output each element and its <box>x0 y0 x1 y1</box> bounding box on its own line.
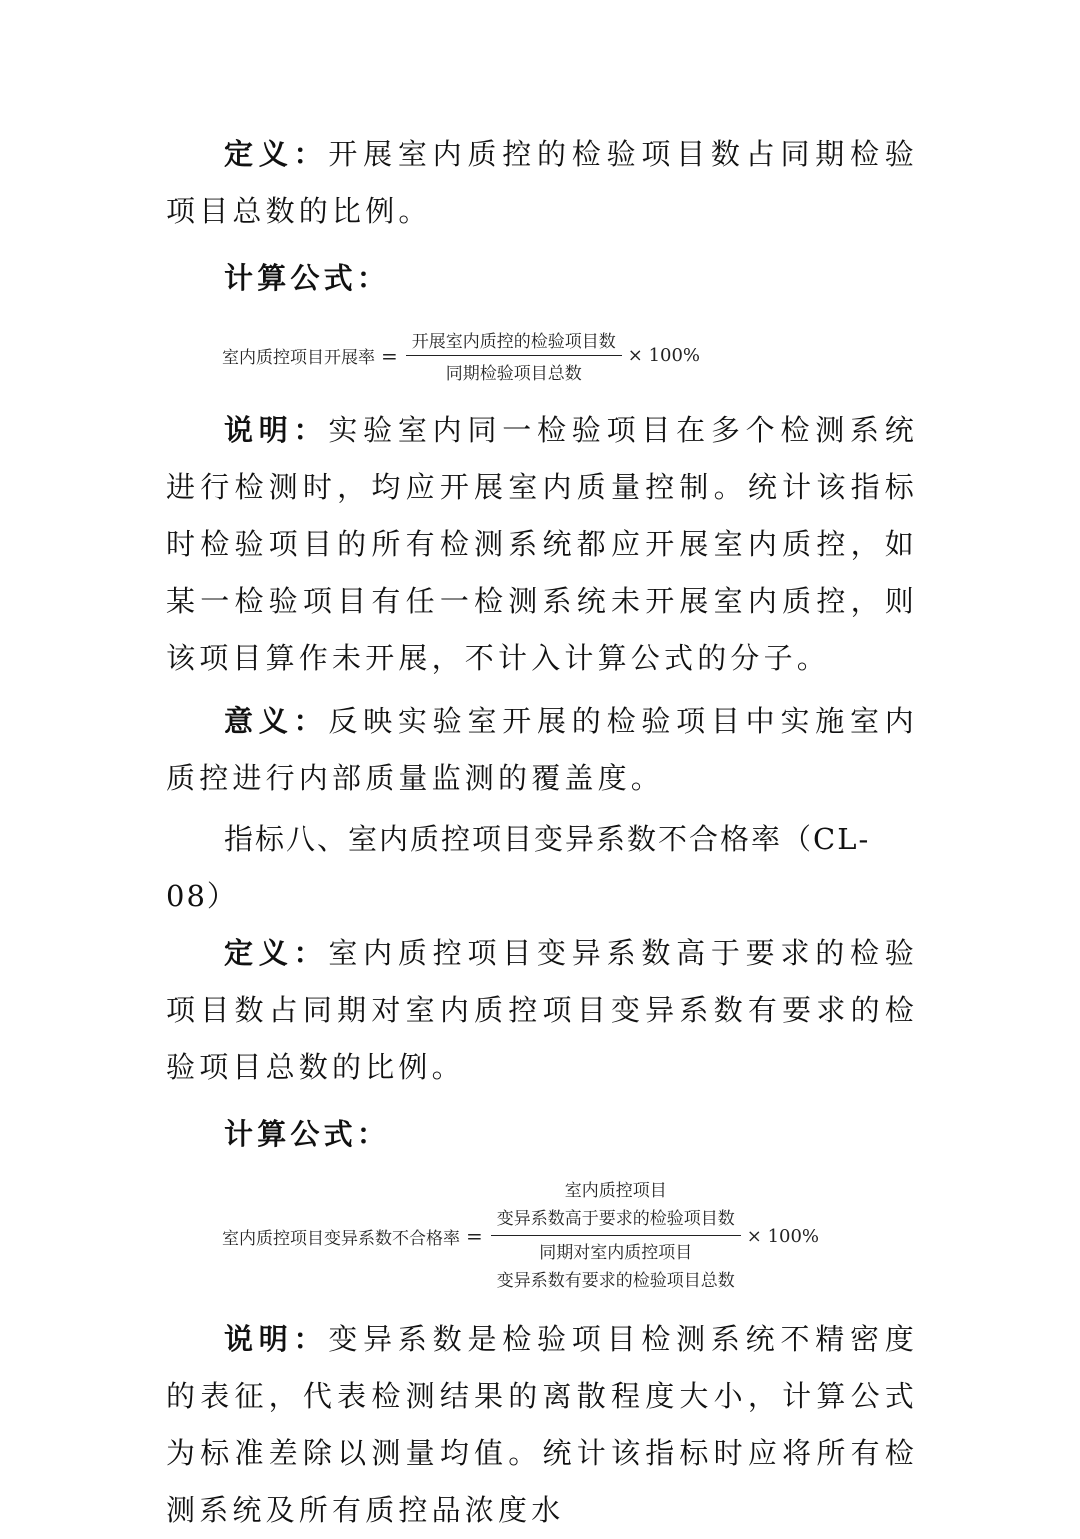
formula-denominator-2 <box>491 1236 741 1295</box>
meaning-text: 反映实验室开展的检验项目中实施室内质控进行内部质量监测的覆盖度。 <box>166 704 918 795</box>
formula-numerator-2 <box>491 1177 741 1236</box>
note-paragraph <box>166 402 918 687</box>
definition-text: 开展室内质控的检验项目数占同期检验项目总数的比例。 <box>166 137 918 228</box>
formula-numerator: 开展室内质控的检验项目数 <box>406 327 622 356</box>
note-text: 实验室内同一检验项目在多个检测系统进行检测时，均应开展室内质量控制。统计该指标时检验项目的所有检测系统都应开展室内质控，如某一检验项目有任一检测系统未开展室内质控，则该项目算作未开展，不计入计算公式的分子。 <box>166 413 918 675</box>
meaning-label: 意义： <box>224 704 329 738</box>
formula-label-paragraph-2 <box>166 1106 918 1163</box>
formula-fraction-2 <box>491 1177 741 1295</box>
formula-fraction <box>406 327 622 384</box>
document-page <box>166 126 918 1539</box>
definition-label: 定义： <box>224 137 329 171</box>
note-paragraph-2 <box>166 1311 918 1539</box>
formula-lhs-2: 室内质控项目变异系数不合格率 <box>222 1228 460 1249</box>
formula-cv-failure-rate <box>222 1177 918 1295</box>
formula-denominator-line2: 变异系数有要求的检验项目总数 <box>496 1271 735 1291</box>
formula-times-100-2: × 100% <box>746 1225 820 1247</box>
formula-label: 计算公式： <box>224 261 391 295</box>
formula-lhs: 室内质控项目开展率 <box>222 348 375 368</box>
formula-numerator-line2: 变异系数高于要求的检验项目数 <box>496 1209 735 1229</box>
formula-equals: = <box>381 343 398 368</box>
definition-text-2: 室内质控项目变异系数高于要求的检验项目数占同期对室内质控项目变异系数有要求的检验项目总数的比例。 <box>166 936 918 1084</box>
definition-label-2: 定义： <box>224 936 329 970</box>
formula-equals-2: = <box>466 1224 483 1248</box>
formula-times-100: × 100% <box>627 345 701 366</box>
formula-label-paragraph <box>166 250 918 307</box>
note-label-2: 说明： <box>224 1322 329 1356</box>
formula-qc-coverage-rate <box>222 327 918 384</box>
meaning-paragraph <box>166 693 918 807</box>
formula-denominator: 同期检验项目总数 <box>445 364 582 384</box>
formula-denominator-line1: 同期对室内质控项目 <box>539 1243 693 1263</box>
definition-paragraph <box>166 126 918 240</box>
section-heading: 指标八、室内质控项目变异系数不合格率（CL-08） <box>166 822 871 913</box>
note-label: 说明： <box>224 413 329 447</box>
note-text-2: 变异系数是检验项目检测系统不精密度的表征，代表检测结果的离散程度大小，计算公式为标准差除以测量均值。统计该指标时应将所有检测系统及所有质控品浓度水 <box>166 1322 918 1527</box>
definition-paragraph-2 <box>166 925 918 1096</box>
formula-label-2: 计算公式： <box>224 1117 391 1151</box>
formula-numerator-line1: 室内质控项目 <box>564 1181 667 1201</box>
